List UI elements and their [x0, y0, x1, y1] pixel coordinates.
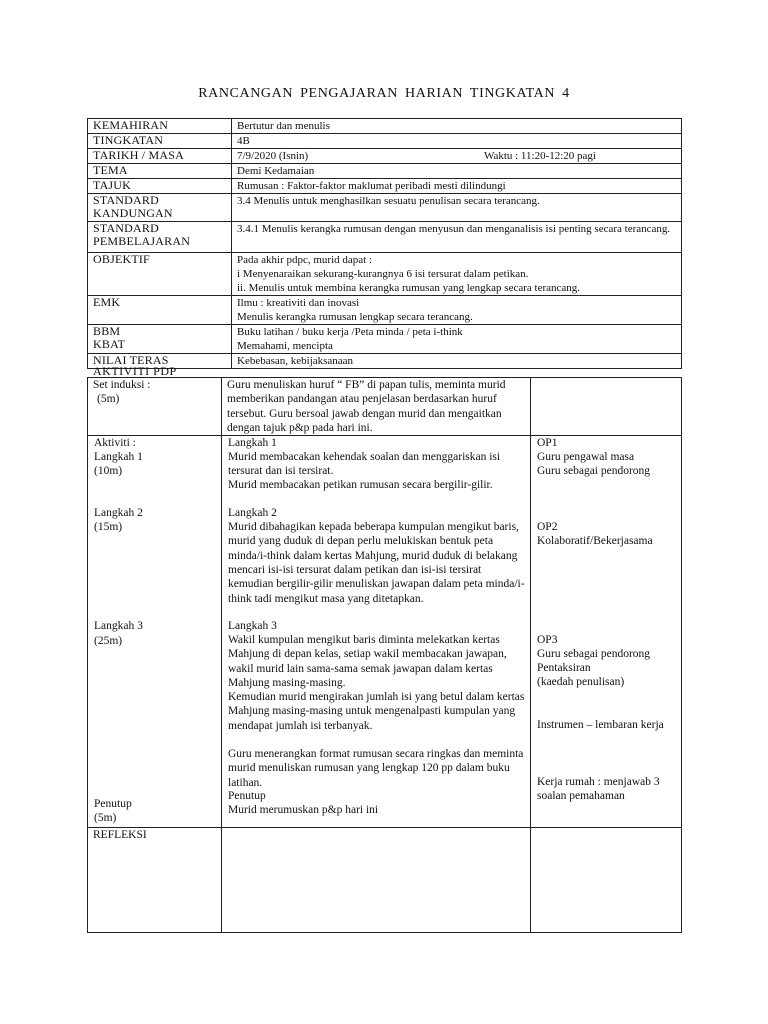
langkah-3-time: (25m)	[94, 635, 123, 648]
op1-note-b: Guru sebagai pendorong	[537, 465, 651, 478]
sp-label-1: STANDARD	[93, 221, 159, 235]
tajuk-value: Rumusan : Faktor-faktor maklumat peribadi mesti dilindungi	[232, 179, 682, 194]
langkah-3-label: Langkah 3	[94, 620, 143, 633]
standard-kandungan-value: 3.4 Menulis untuk menghasilkan sesuatu penulisan secara terancang.	[232, 194, 682, 222]
nilai-teras-value: Kebebasan, kebijaksanaan	[232, 354, 682, 369]
kerja-rumah-note: Kerja rumah : menjawab 3 soalan pemahaman	[537, 776, 660, 803]
bbm-kbat-label	[88, 325, 232, 354]
refleksi-content	[222, 828, 531, 933]
tarikh-value: 7/9/2020 (Isnin)	[237, 150, 309, 162]
op3-note-c: (kaedah penulisan)	[537, 676, 625, 689]
kbat-value: Memahami, mencipta	[237, 340, 333, 352]
refleksi-label: REFLEKSI	[88, 828, 222, 933]
aktiviti-pdp-label: AKTIVITI PDP	[93, 364, 177, 378]
bbm-value: Buku latihan / buku kerja /Peta minda / peta i-think	[237, 326, 463, 338]
info-table	[87, 118, 682, 369]
set-induksi-label	[88, 378, 222, 436]
objektif-line-2: i Menyenaraikan sekurang-kurangnya 6 isi tersurat dalam petikan.	[237, 268, 529, 280]
aktiviti-details	[222, 436, 531, 828]
step-3-text-b: Kemudian murid mengirakan jumlah isi yang betul dalam kertas Mahjung masing-masing untuk mengenalpasti kumpulan yang mendapat jumlah isi terbanyak.	[228, 691, 525, 732]
set-induksi-title: Set induksi :	[93, 379, 151, 391]
langkah-1-label: Langkah 1	[94, 451, 143, 464]
langkah-1-time: (10m)	[94, 465, 123, 478]
objektif-cell	[232, 253, 682, 296]
set-induksi-text: Guru menuliskan huruf “ FB” di papan tulis, meminta murid memberikan pandangan atau penjelasan berdasarkan huruf tersebut. Guru bersoal jawab dengan murid dan mengaitkan dengan tajuk p&p pada hari ini.	[222, 378, 531, 436]
kemahiran-label: KEMAHIRAN	[88, 119, 232, 134]
op3-note-a: Guru sebagai pendorong	[537, 648, 651, 661]
kbat-label: KBAT	[93, 337, 126, 351]
standard-pembelajaran-value: 3.4.1 Menulis kerangka rumusan dengan menyusun dan menganalisis isi penting secara terancang.	[232, 222, 682, 253]
emk-cell	[232, 296, 682, 325]
tema-label: TEMA	[88, 164, 232, 179]
tema-value: Demi Kedamaian	[232, 164, 682, 179]
sk-label-2: KANDUNGAN	[93, 206, 173, 220]
bbm-label: BBM	[93, 324, 121, 338]
objektif-label: OBJEKTIF	[88, 253, 232, 296]
page-title: RANCANGAN PENGAJARAN HARIAN TINGKATAN 4	[198, 86, 570, 101]
standard-pembelajaran-label	[88, 222, 232, 253]
step-2-text: Murid dibahagikan kepada beberapa kumpulan mengikut baris, murid yang duduk di depan perlu melukiskan bentuk peta minda/i-think dalam kertas Mahjung, murid duduk di belakang mencari isi-isi tersurat dalam petikan dan isi-isi tersirat kemudian bergilir-gilir menuliskan jawapan dalam peta minda/i-think tadi mengikut masa yang ditetapkan.	[228, 521, 525, 605]
step-1-text-b: Murid membacakan petikan rumusan secara bergilir-gilir.	[228, 479, 493, 492]
step-1-heading: Langkah 1	[228, 437, 277, 450]
set-induksi-notes	[531, 378, 682, 436]
penutup-time: (5m)	[94, 812, 117, 825]
objektif-line-3: ii. Menulis untuk membina kerangka rumusan yang lengkap secara terancang.	[237, 282, 581, 294]
op3-note-b: Pentaksiran	[537, 662, 591, 675]
objektif-line-1: Pada akhir pdpc, murid dapat :	[237, 254, 373, 266]
step-2-heading: Langkah 2	[228, 507, 277, 520]
step-1-text-a: Murid membacakan kehendak soalan dan menggariskan isi tersurat dan isi tersirat.	[228, 451, 501, 478]
aktiviti-notes	[531, 436, 682, 828]
penutup-label: Penutup	[94, 798, 132, 811]
tingkatan-value: 4B	[232, 134, 682, 149]
op1-label: OP1	[537, 437, 558, 450]
sk-label-1: STANDARD	[93, 193, 159, 207]
aktiviti-title: Aktiviti :	[94, 437, 136, 450]
penutup-heading: Penutup	[228, 790, 266, 803]
kemahiran-value: Bertutur dan menulis	[232, 119, 682, 134]
bbm-kbat-cell	[232, 325, 682, 354]
tarikh-cell	[232, 149, 682, 164]
emk-line-2: Menulis kerangka rumusan lengkap secara terancang.	[237, 311, 473, 323]
op2-label: OP2	[537, 521, 558, 534]
step-3-text-c: Guru menerangkan format rumusan secara ringkas dan meminta murid menuliskan rumusan yang lengkap 120 pp dalam buku latihan.	[228, 748, 524, 789]
op3-label: OP3	[537, 634, 558, 647]
tingkatan-label: TINGKATAN	[88, 134, 232, 149]
langkah-2-time: (15m)	[94, 521, 123, 534]
step-3-heading: Langkah 3	[228, 620, 277, 633]
tarikh-label: TARIKH / MASA	[88, 149, 232, 164]
aktiviti-table	[87, 377, 682, 933]
aktiviti-steps	[88, 436, 222, 828]
waktu-value: Waktu : 11:20-12:20 pagi	[483, 150, 596, 162]
sp-label-2: PEMBELAJARAN	[93, 234, 191, 248]
standard-kandungan-label	[88, 194, 232, 222]
tajuk-label: TAJUK	[88, 179, 232, 194]
refleksi-notes	[531, 828, 682, 933]
set-induksi-time: (5m)	[97, 393, 120, 406]
op2-note: Kolaboratif/Bekerjasama	[537, 535, 653, 548]
langkah-2-label: Langkah 2	[94, 507, 143, 520]
emk-line-1: Ilmu : kreativiti dan inovasi	[237, 297, 360, 309]
penutup-text: Murid merumuskan p&p hari ini	[228, 804, 379, 817]
op1-note-a: Guru pengawal masa	[537, 451, 635, 464]
emk-label: EMK	[88, 296, 232, 325]
nilai-teras-label: NILAI TERAS	[88, 354, 232, 369]
instrumen-note: Instrumen – lembaran kerja	[537, 719, 664, 732]
step-3-text-a: Wakil kumpulan mengikut baris diminta melekatkan kertas Mahjung di depan kelas, setiap wakil membacakan jawapan, wakil murid lain sama-sama semak jawapan dalam kertas Mahjung masing-masing.	[228, 634, 507, 690]
